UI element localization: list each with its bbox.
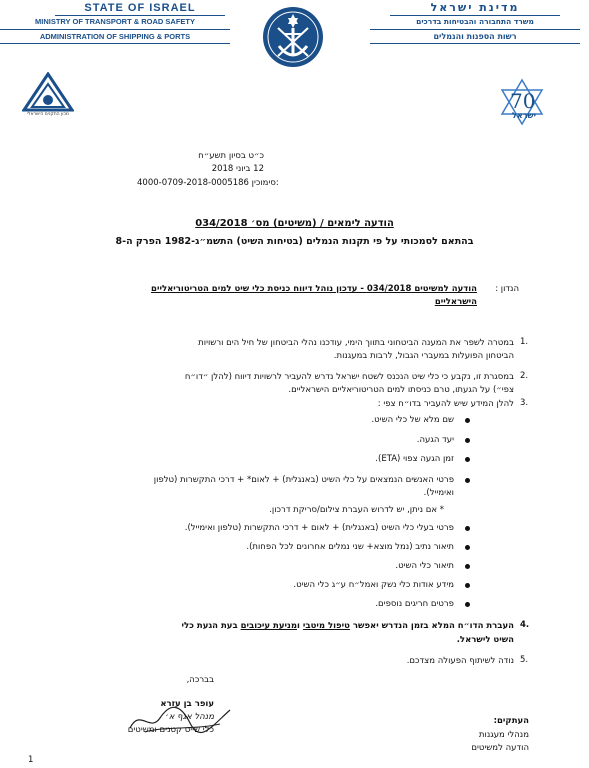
copies-label: העתקים: [493,716,529,726]
reference-label: סימוכין: [251,178,279,188]
israel-70-text: ישראל [512,111,536,120]
bullet-item-4: פרטי האנשים הנמצאים על כלי השיט (באנגלית) + לאום* + דרכי התקשרות (טלפון [153,475,454,485]
subject-text-line-2: הישראליים [434,297,477,307]
item-1-number: 1. [520,337,529,347]
closing: בברכה, [186,675,214,685]
reference-line [137,177,297,189]
item-2-number: 2. [520,371,529,381]
anchor-emblem-icon [262,6,324,68]
item-2-line-2: צפי״) על הגעתו, טרם כניסתו למים הטריטוריאליים הישראליים. [288,385,514,395]
bullet-dot [465,526,470,531]
bullet-item-4-continued: ואימייל). [423,488,454,498]
footnote: * אם ניתן, יש לדרוש העברת צילום/סריקת דרכון. [269,505,444,515]
signatory-title: מנהל אגף א׳ [165,712,214,722]
bullet-item-6: תיאור נתיב (נמל מוצא+ שני נמלים אחרונים לכל הפחות). [246,542,454,552]
item-3-number: 3. [520,398,529,408]
bullet-item-2: יעד הגעה. [416,435,454,445]
bullet-dot [465,457,470,462]
item-5-number: 5. [520,655,529,665]
header-rule [55,15,225,16]
reference-value: 4000-0709-2018-0005186 [137,178,249,188]
header-rule [370,43,580,44]
bullet-item-8: מידע אודות כלי נשק ואמל״ח ע״ג כלי השיט. [293,580,454,590]
bullet-dot [465,418,470,423]
header-rule [390,15,560,16]
item-4-mid: ו [297,621,303,631]
header-he-line-1: מדינת ישראל [430,1,520,14]
bullet-dot [465,478,470,483]
item-2-line-1: במסגרת זו, נקבע כי כלי שיט הנכנס לשטח ישראל נדרש להעביר לרשויות דיווח (להלן ״דו״ח [184,372,514,382]
copies-line-1: מנהלי מעגנות [478,730,529,740]
item-4-number: 4. [520,620,530,630]
date-hebrew: כ״ט בסיון תשע״ח [198,151,264,161]
item-4-underline-1: טיפול מיטבי [302,621,350,631]
notice-subtitle: בהתאם לסמכותי על פי תקנות הנמלים (בטיחות השיט) התשמ״ג-1982 הפרק ה-8 [115,236,474,247]
item-4-pre: העברת הדו״ח המלא בזמן הנדרש יאפשר [349,621,514,631]
bullet-item-9: פרטים חריגים נוספים. [375,599,454,609]
item-4-post: בעת הגעת כלי [181,621,241,631]
copies-line-2: הודעה למשיטים [471,743,529,753]
bullet-item-5: פרטי בעלי כלי השיט (באנגלית) + לאום + דרכי התקשרות (טלפון ואימייל). [184,523,454,533]
item-3-line-1: להלן המידע שיש להעביר בדו״ח צפי : [377,399,514,409]
header-rule [0,43,230,44]
header-en-line-2: MINISTRY OF TRANSPORT & ROAD SAFETY [34,17,195,26]
item-4-line-2: השיט לישראל. [456,635,514,645]
header-rule [0,29,230,30]
bullet-item-1: שם מלא של כלי השיט. [371,415,454,425]
item-5-text: נודה לשיתוף הפעולה מצדכם. [406,656,514,666]
bullet-dot [465,438,470,443]
header-en-line-1: STATE OF ISRAEL [84,2,196,14]
header-rule [370,29,580,30]
signatory-department: כלי שייט קטנים ומשיטים [127,725,214,735]
signatory-name: עופר בן עזרא [160,699,214,709]
page-number: 1 [28,755,34,765]
item-1-line-1: במטרה לשפר את המענה הביטחוני בתווך הימי, עודכנו נהלי הביטחון של חיל הים ורשויות [198,338,514,348]
notice-title: הודעה לימאים / (משיטים) מס׳ 034/2018 [195,218,394,229]
header-en-line-3: ADMINISTRATION OF SHIPPING & PORTS [39,32,191,41]
subject-label: הנדון : [495,284,519,294]
header-he-line-2: משרד התחבורה והבטיחות בדרכים [416,17,534,26]
svg-text:70: 70 [510,89,536,113]
israel-70-logo-icon [492,78,552,128]
bullet-dot [465,583,470,588]
standards-institute-logo-icon [22,72,74,122]
date-numeric: 12 ביוני 2018 [211,164,264,174]
left-logo-caption: מכון התקנים הישראלי [27,112,69,117]
item-4-line-1 [74,620,514,632]
item-4-underline-2: מניעת עיכובים [240,621,298,631]
bullet-dot [465,602,470,607]
item-1-line-2: הביטחון הפועלות במעברי הגבול, לרבות במעגנות. [333,351,514,361]
bullet-item-3: זמן הגעה צפוי (ETA). [375,454,454,464]
bullet-dot [465,564,470,569]
bullet-dot [465,545,470,550]
bullet-item-7: תיאור כלי השיט. [395,561,454,571]
subject-text-line-1: הודעה למשיטים 034/2018 - עדכון נוהל דיווח כניסת כלי שיט למים הטריטוריאליים [151,284,477,294]
header-he-line-3: רשות הספנות והנמלים [433,32,517,41]
